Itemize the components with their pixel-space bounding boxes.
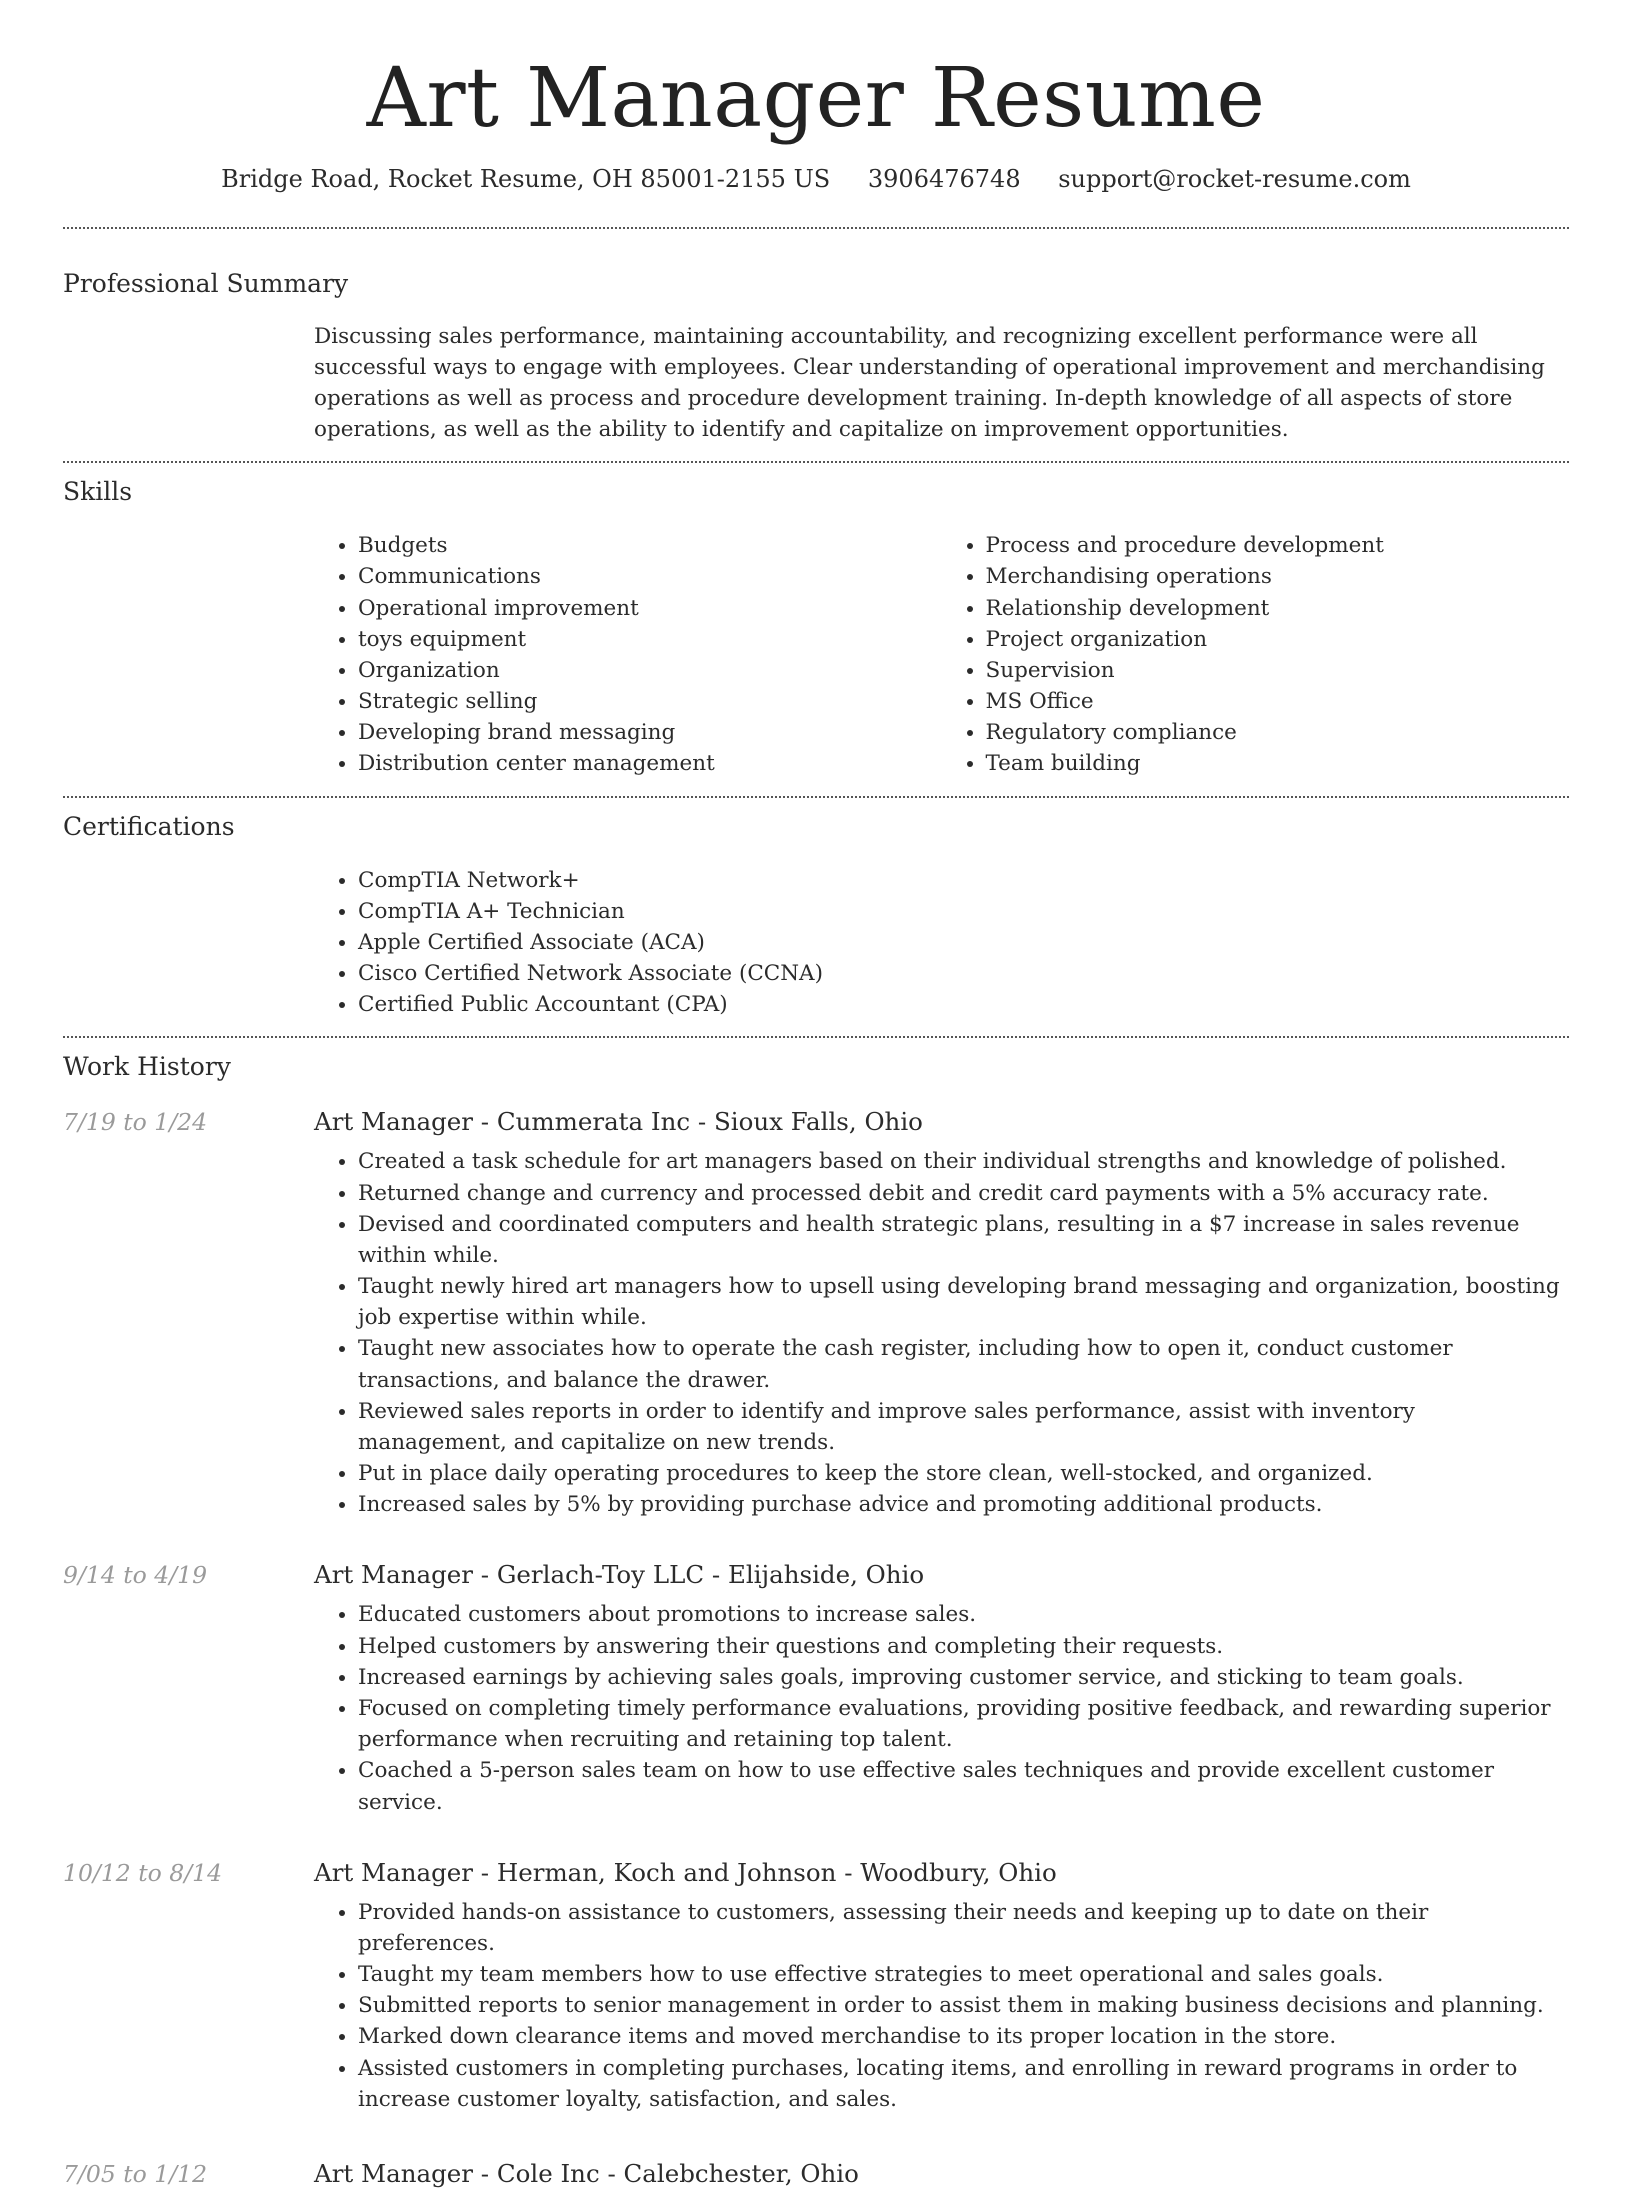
job-dates: 10/12 to 8/14 bbox=[63, 1858, 223, 1887]
contact-line bbox=[0, 165, 1632, 193]
job-header bbox=[0, 2159, 1632, 2188]
skill-item: • Developing brand messaging bbox=[358, 717, 942, 748]
certification-item: • CompTIA A+ Technician bbox=[358, 896, 1569, 927]
summary-section bbox=[0, 229, 1632, 446]
job-header bbox=[0, 1107, 1632, 1136]
job-bullet: • Taught new associates how to operate the cash register, including how to open it, conduct customer transactions, and balance the drawer. bbox=[358, 1333, 1569, 1395]
skill-item: • Regulatory compliance bbox=[986, 717, 1570, 748]
job-bullet: • Put in place daily operating procedures to keep the store clean, well-stocked, and organized. bbox=[358, 1458, 1569, 1489]
job-bullet: • Coached a 5-person sales team on how to use effective sales techniques and provide excellent customer service. bbox=[358, 1755, 1569, 1817]
job-entry bbox=[0, 2159, 1632, 2188]
work-history-section bbox=[0, 1038, 1632, 2187]
skills-list-left bbox=[314, 530, 942, 779]
skill-item: • Team building bbox=[986, 748, 1570, 779]
job-header bbox=[0, 1560, 1632, 1589]
resume-header bbox=[0, 0, 1632, 193]
skill-item: • Supervision bbox=[986, 655, 1570, 686]
job-bullet: • Taught my team members how to use effective strategies to meet operational and sales goals. bbox=[358, 1959, 1569, 1990]
job-title: Art Manager - Cummerata Inc - Sioux Falls, Ohio bbox=[314, 1107, 923, 1137]
contact-address: Bridge Road, Rocket Resume, OH 85001-2155 US bbox=[221, 164, 831, 193]
job-bullet: • Devised and coordinated computers and health strategic plans, resulting in a $7 increase in sales revenue within while. bbox=[358, 1209, 1569, 1271]
skill-item: • Project organization bbox=[986, 624, 1570, 655]
job-bullet: • Reviewed sales reports in order to identify and improve sales performance, assist with inventory management, and capitalize on new trends. bbox=[358, 1396, 1569, 1458]
skill-item: • Operational improvement bbox=[358, 593, 942, 624]
skill-item: • Strategic selling bbox=[358, 686, 942, 717]
job-dates: 7/05 to 1/12 bbox=[63, 2159, 208, 2188]
job-bullet: • Created a task schedule for art managers based on their individual strengths and knowledge of polished. bbox=[358, 1146, 1569, 1177]
job-bullet: • Educated customers about promotions to increase sales. bbox=[358, 1599, 1569, 1630]
job-entry bbox=[0, 1107, 1632, 1520]
certification-item: • Apple Certified Associate (ACA) bbox=[358, 927, 1569, 958]
section-title-certifications: Certifications bbox=[63, 811, 235, 841]
certification-item: • Certified Public Accountant (CPA) bbox=[358, 989, 1569, 1020]
skill-item: • Organization bbox=[358, 655, 942, 686]
job-title: Art Manager - Cole Inc - Calebchester, Ohio bbox=[314, 2158, 859, 2188]
skill-item: • Communications bbox=[358, 561, 942, 592]
certifications-list-wrap bbox=[314, 865, 1569, 1021]
skill-item: • MS Office bbox=[986, 686, 1570, 717]
job-bullets-wrap bbox=[314, 1599, 1569, 1817]
skill-item: • Distribution center management bbox=[358, 748, 942, 779]
skill-item: • Merchandising operations bbox=[986, 561, 1570, 592]
job-header bbox=[0, 1858, 1632, 1887]
section-title-summary: Professional Summary bbox=[63, 268, 349, 298]
job-bullet: • Helped customers by answering their questions and completing their requests. bbox=[358, 1631, 1569, 1662]
skills-section bbox=[0, 463, 1632, 779]
certification-item: • Cisco Certified Network Associate (CCNA) bbox=[358, 958, 1569, 989]
job-bullet: • Submitted reports to senior management in order to assist them in making business decisions and planning. bbox=[358, 1990, 1569, 2021]
job-bullets bbox=[314, 1897, 1569, 2115]
job-title: Art Manager - Gerlach-Toy LLC - Elijahside, Ohio bbox=[314, 1560, 925, 1590]
certification-item: • CompTIA Network+ bbox=[358, 865, 1569, 896]
skills-columns bbox=[314, 530, 1569, 779]
section-title-skills: Skills bbox=[63, 477, 133, 507]
section-title-work-history: Work History bbox=[63, 1052, 231, 1082]
job-dates: 9/14 to 4/19 bbox=[63, 1561, 208, 1590]
skill-item: • Budgets bbox=[358, 530, 942, 561]
job-title: Art Manager - Herman, Koch and Johnson - Woodbury, Ohio bbox=[314, 1857, 1057, 1887]
job-bullet: • Marked down clearance items and moved merchandise to its proper location in the store. bbox=[358, 2021, 1569, 2052]
job-bullets-wrap bbox=[314, 1897, 1569, 2115]
job-entry bbox=[0, 1858, 1632, 2115]
skill-item: • Relationship development bbox=[986, 593, 1570, 624]
job-bullet: • Increased sales by 5% by providing purchase advice and promoting additional products. bbox=[358, 1489, 1569, 1520]
contact-email: support@rocket-resume.com bbox=[1058, 164, 1411, 193]
job-dates: 7/19 to 1/24 bbox=[63, 1108, 208, 1137]
job-bullet: • Increased earnings by achieving sales goals, improving customer service, and sticking to team goals. bbox=[358, 1662, 1569, 1693]
certifications-list bbox=[314, 865, 1569, 1021]
certifications-section bbox=[0, 798, 1632, 1021]
job-bullets bbox=[314, 1146, 1569, 1520]
resume-title: Art Manager Resume bbox=[366, 51, 1266, 146]
job-bullet: • Focused on completing timely performance evaluations, providing positive feedback, and rewarding superior performance when recruiting and retaining top talent. bbox=[358, 1693, 1569, 1755]
skill-item: • toys equipment bbox=[358, 624, 942, 655]
job-entry bbox=[0, 1560, 1632, 1817]
contact-phone: 3906476748 bbox=[867, 164, 1021, 193]
job-bullets-wrap bbox=[314, 1146, 1569, 1520]
skill-item: • Process and procedure development bbox=[986, 530, 1570, 561]
job-bullet: • Taught newly hired art managers how to upsell using developing brand messaging and organization, boosting job expertise within while. bbox=[358, 1271, 1569, 1333]
skills-list-right bbox=[942, 530, 1570, 779]
job-bullet: • Returned change and currency and processed debit and credit card payments with a 5% accuracy rate. bbox=[358, 1178, 1569, 1209]
job-bullet: • Provided hands-on assistance to customers, assessing their needs and keeping up to date on their preferences. bbox=[358, 1897, 1569, 1959]
job-bullet: • Assisted customers in completing purchases, locating items, and enrolling in reward programs in order to increase customer loyalty, satisfaction, and sales. bbox=[358, 2053, 1569, 2115]
job-bullets bbox=[314, 1599, 1569, 1817]
summary-text: Discussing sales performance, maintaining accountability, and recognizing excellent performance were all successful ways to engage with employees. Clear understanding of operational improvement and merchandising operations as well as process and procedure development training. In-depth knowledge of all aspects of store operations, as well as the ability to identify and capitalize on improvement opportunities. bbox=[314, 323, 1545, 443]
